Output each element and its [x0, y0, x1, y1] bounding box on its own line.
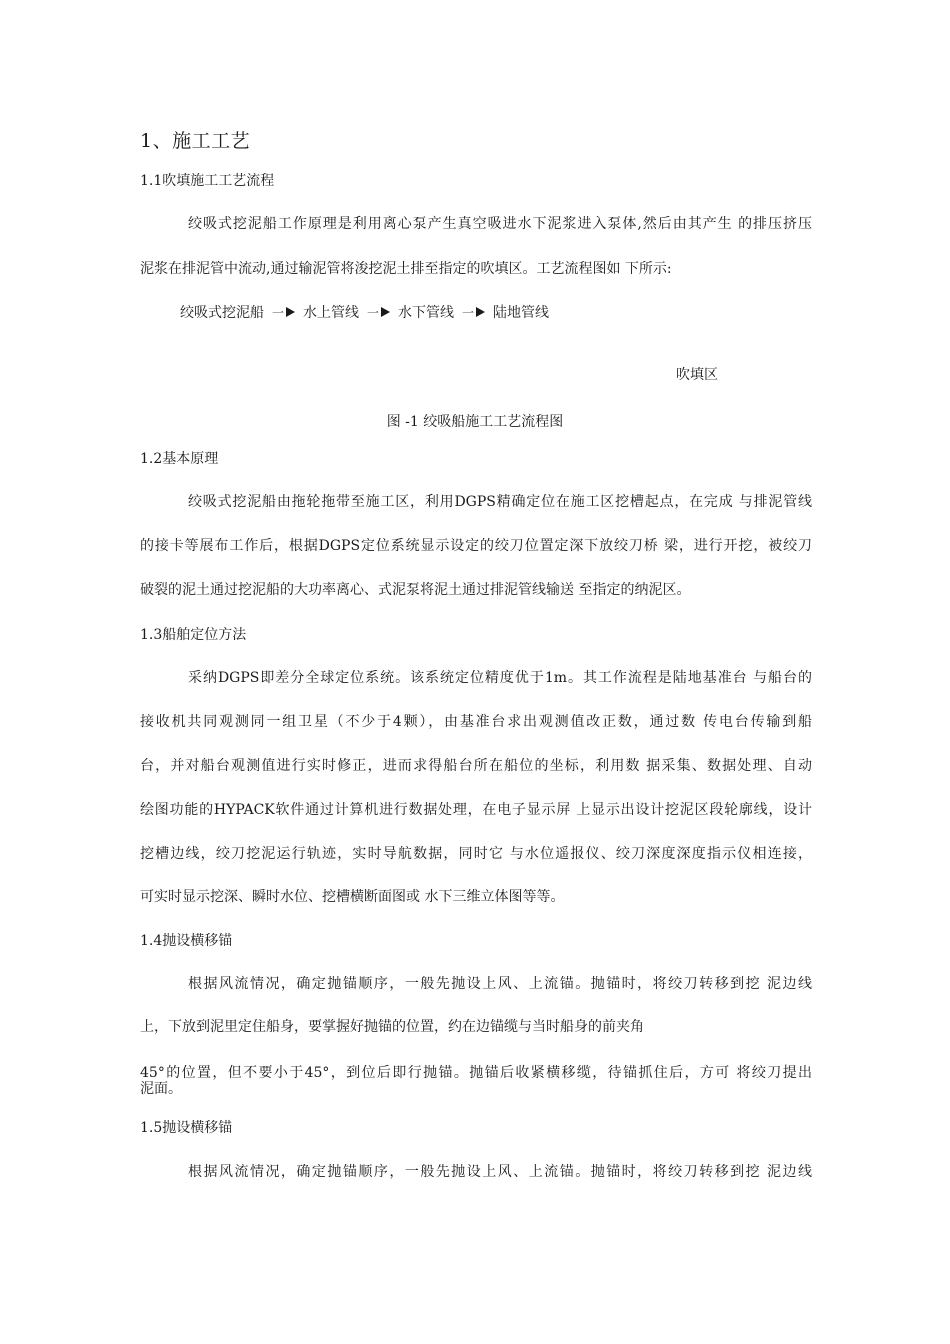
- figure-caption: 图 -1 绞吸船施工工艺流程图: [386, 414, 564, 430]
- subsection-heading-1-1: 1.1吹填施工工艺流程: [140, 173, 275, 189]
- subsection-heading-1-5: 1.5抛设横移锚: [140, 1120, 233, 1136]
- subsection-heading-1-4: 1.4抛设横移锚: [140, 933, 233, 949]
- paragraph-line: 绘图功能的HYPACK软件通过计算机进行数据处理，在电子显示屏 上显示出设计挖泥区段轮廓线，设计: [140, 802, 812, 818]
- paragraph-line: 可实时显示挖深、瞬时水位、挖槽横断面图或 水下三维立体图等等。: [140, 889, 565, 905]
- process-flow: [180, 302, 549, 322]
- paragraph-line: 上，下放到泥里定住船身，要掌握好抛锚的位置，约在边锚缆与当时船身的前夹角: [140, 1019, 644, 1035]
- paragraph-line: 45°的位置，但不要小于45°，到位后即行抛锚。抛锚后收紧横移缆，待锚抓住后，方可 将绞刀提出: [140, 1065, 812, 1081]
- arrow-right-icon: 一: [367, 304, 390, 321]
- paragraph-line: 挖槽边线，绞刀挖泥运行轨迹，实时导航数据，同时它 与水位遥报仪、绞刀深度深度指示仪相连接，: [140, 846, 812, 862]
- section-heading: 1、施工工艺: [140, 130, 251, 152]
- subsection-heading-1-3: 1.3船舶定位方法: [140, 627, 247, 643]
- arrow-right-icon: 一: [272, 304, 295, 321]
- flow-step: 绞吸式挖泥船: [180, 305, 264, 321]
- flow-step: 陆地管线: [493, 305, 550, 321]
- flow-step: 水上管线: [303, 305, 360, 321]
- paragraph-line: 泥面。: [140, 1081, 182, 1097]
- paragraph-line: 绞吸式挖泥船工作原理是利用离心泵产生真空吸进水下泥浆进入泵体,然后由其产生 的排压挤压: [188, 216, 812, 232]
- subsection-heading-1-2: 1.2基本原理: [140, 451, 219, 467]
- paragraph-line: 破裂的泥土通过挖泥船的大功率离心、式泥泵将泥土通过排泥管线输送 至指定的纳泥区。: [140, 582, 691, 598]
- paragraph-line: 根据风流情况，确定抛锚顺序，一般先抛设上风、上流锚。抛锚时，将绞刀转移到挖 泥边线: [188, 1164, 812, 1180]
- paragraph-line: 台，并对船台观测值进行实时修正，进而求得船台所在船位的坐标，利用数 据采集、数据处理、自动: [140, 758, 812, 774]
- arrow-right-icon: 一: [462, 304, 485, 321]
- paragraph-line: 绞吸式挖泥船由拖轮拖带至施工区，利用DGPS精确定位在施工区挖槽起点，在完成 与排泥管线: [188, 494, 812, 510]
- paragraph-line: 泥浆在排泥管中流动,通过输泥管将浚挖泥土排至指定的吹填区。工艺流程图如 下所示:: [140, 261, 672, 277]
- flow-step: 水下管线: [398, 305, 455, 321]
- paragraph-line: 采纳DGPS即差分全球定位系统。该系统定位精度优于1m。其工作流程是陆地基准台 与船台的: [188, 670, 812, 686]
- paragraph-line: 接收机共同观测同一组卫星（不少于4颗），由基准台求出观测值改正数，通过数 传电台传输到船: [140, 714, 812, 730]
- flow-step-fill-area: 吹填区: [676, 367, 718, 383]
- paragraph-line: 根据风流情况，确定抛锚顺序，一般先抛设上风、上流锚。抛锚时，将绞刀转移到挖 泥边线: [188, 976, 812, 992]
- paragraph-line: 的接卡等展布工作后，根据DGPS定位系统显示设定的绞刀位置定深下放绞刀桥 梁，进行开挖，被绞刀: [140, 538, 812, 554]
